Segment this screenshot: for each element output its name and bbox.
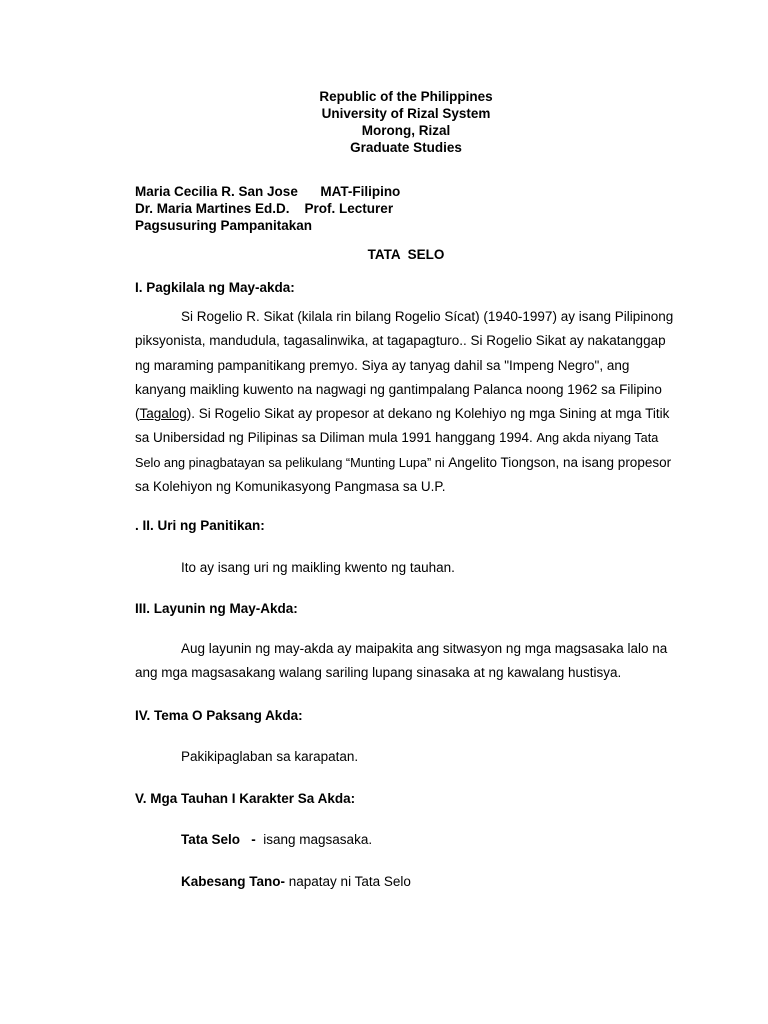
author-line: Maria Cecilia R. San Jose MAT-Filipino	[135, 184, 401, 199]
section-3-paragraph: Aug layunin ng may-akda ay maipakita ang sitwasyon ng mga magsasaka lalo na ang mga magsasakang walang sariling lupang sinasaka at ng kawalang hustisya.	[135, 641, 668, 681]
course-line: Pagsusuring Pampanitakan	[135, 218, 313, 233]
section-3-heading: III. Layunin ng May-Akda:	[135, 601, 298, 616]
document-header	[0, 88, 768, 156]
header-line-department: Graduate Studies	[350, 140, 462, 155]
section-1-heading: I. Pagkilala ng May-akda:	[135, 280, 295, 295]
character-kabesang-tano	[181, 874, 411, 889]
character-name: Kabesang Tano-	[181, 874, 286, 889]
character-desc: napatay ni Tata Selo	[285, 874, 411, 889]
section-2-heading: . II. Uri ng Panitikan:	[135, 518, 265, 533]
lecturer-line: Dr. Maria Martines Ed.D. Prof. Lecturer	[135, 201, 394, 216]
section-5-heading: V. Mga Tauhan I Karakter Sa Akda:	[135, 791, 356, 806]
character-desc: isang magsasaka.	[255, 832, 373, 847]
tagalog-link[interactable]: Tagalog	[139, 406, 187, 422]
header-line-location: Morong, Rizal	[361, 123, 451, 138]
document-title: TATA SELO	[367, 247, 445, 262]
author-info	[135, 183, 400, 234]
header-line-republic: Republic of the Philippines	[319, 89, 493, 104]
character-name: Tata Selo -	[181, 832, 256, 847]
section-1-paragraph: Si Rogelio R. Sikat (kilala rin bilang Rogelio Sícat) (1940-1997) ay isang Pilipinong piksyonista, mandudula, tagasalinwika, at tagapagturo.. Si Rogelio Sikat ay nakatanggap ng maraming pampanitikang premyo. Siya ay tanyag dahil sa "Impeng Negro", ang kanyang maikling kuwento na nagwagi ng gantimpalang Palanca noong 1962 sa Filipino (Tagalog). Si Rogelio Sikat ay propesor at dekano ng Kolehiyo ng mga Sining at mga Titik sa Unibersidad ng Pilipinas sa Diliman mula 1991 hanggang 1994. Ang akda niyang Tata Selo ang pinagbatayan sa pelikulang “Munting Lupa” ni Angelito Tiongson, na isang propesor sa Kolehiyon ng Komunikasyong Pangmasa sa U.P.	[135, 309, 674, 495]
character-tata-selo	[181, 832, 372, 847]
section-2-text: Ito ay isang uri ng maikling kwento ng tauhan.	[181, 560, 455, 575]
header-line-university: University of Rizal System	[321, 106, 491, 121]
section-4-heading: IV. Tema O Paksang Akda:	[135, 708, 303, 723]
section-4-text: Pakikipaglaban sa karapatan.	[181, 749, 359, 764]
